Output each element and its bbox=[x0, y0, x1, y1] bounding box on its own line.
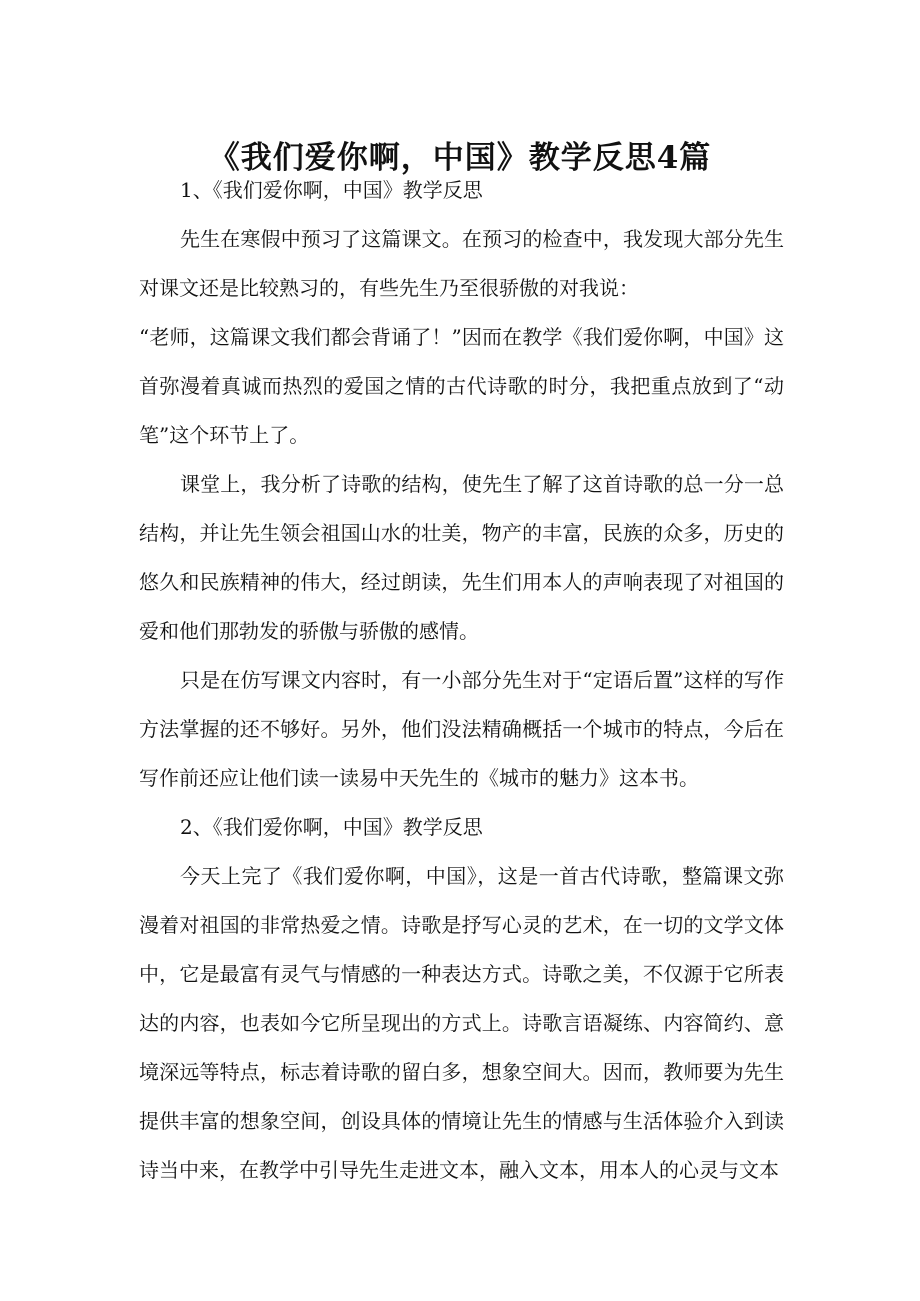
section-1-paragraph-3: 课堂上，我分析了诗歌的结构，使先生了解了这首诗歌的总一分一总结构，并让先生领会祖国山水的壮美，物产的丰富，民族的众多，历史的悠久和民族精神的伟大，经过朗读，先生们用本人的声响表现了对祖国的爱和他们那勃发的骄傲与骄傲的感情。 bbox=[139, 472, 784, 643]
section-1-heading: 1、《我们爱你啊，中国》教学反思 bbox=[180, 178, 483, 202]
document-body bbox=[139, 166, 784, 1195]
section-1-paragraph-4: 只是在仿写课文内容时，有一小部分先生对于“定语后置”这样的写作方法掌握的还不够好。另外，他们没法精确概括一个城市的特点，今后在写作前还应让他们读一读易中天先生的《城市的魅力》这本书。 bbox=[139, 668, 784, 790]
section-1-paragraph-2: “老师，这篇课文我们都会背诵了！”因而在教学《我们爱你啊，中国》这首弥漫着真诚而热烈的爱国之情的古代诗歌的时分，我把重点放到了“动笔”这个环节上了。 bbox=[139, 325, 784, 447]
document-title: 《我们爱你啊，中国》教学反思4篇 bbox=[208, 139, 712, 176]
section-2-heading: 2、《我们爱你啊，中国》教学反思 bbox=[180, 815, 483, 839]
section-1-paragraph-1: 先生在寒假中预习了这篇课文。在预习的检查中，我发现大部分先生对课文还是比较熟习的，有些先生乃至很骄傲的对我说： bbox=[139, 227, 784, 300]
section-2-paragraph-1: 今天上完了《我们爱你啊，中国》，这是一首古代诗歌，整篇课文弥漫着对祖国的非常热爱之情。诗歌是抒写心灵的艺术，在一切的文学文体中，它是最富有灵气与情感的一种表达方式。诗歌之美，不仅源于它所表达的内容，也表如今它所呈现出的方式上。诗歌言语凝练、内容简约、意境深远等特点，标志着诗歌的留白多，想象空间大。因而，教师要为先生提供丰富的想象空间，创设具体的情境让先生的情感与生活体验介入到读诗当中来，在教学中引导先生走进文本，融入文本，用本人的心灵与文本 bbox=[139, 864, 784, 1182]
